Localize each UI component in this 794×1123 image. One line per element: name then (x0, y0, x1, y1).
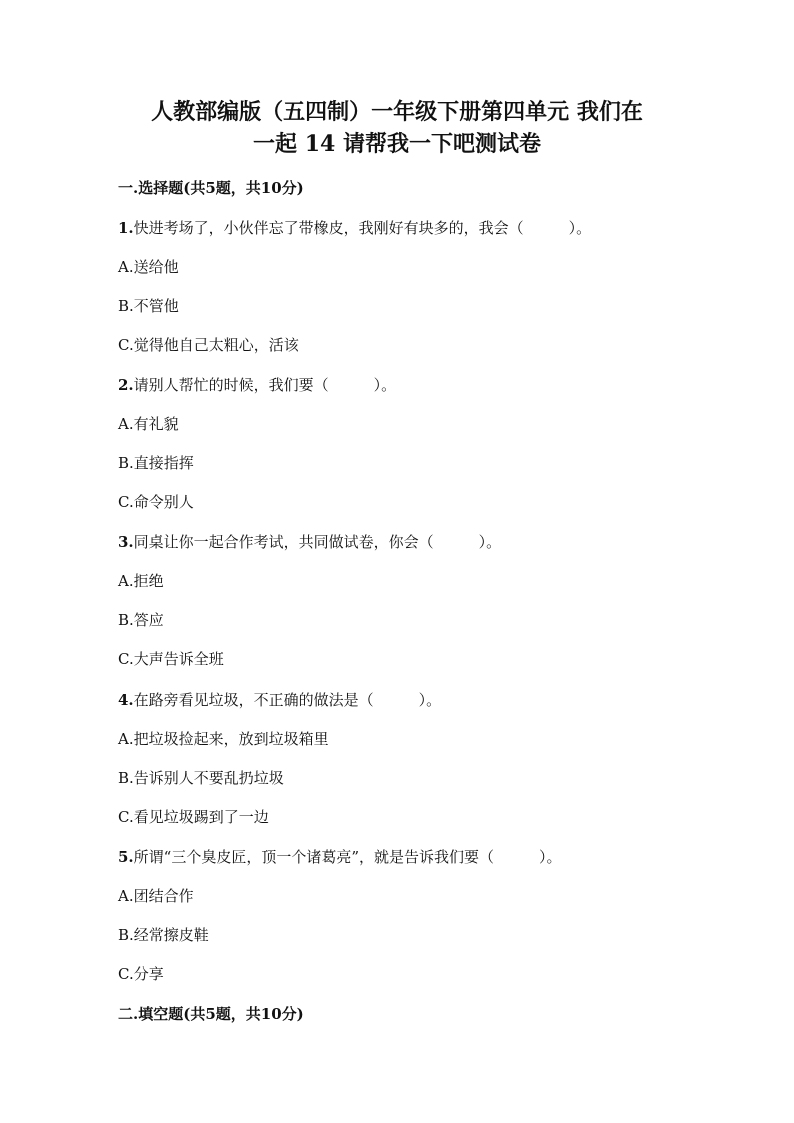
question-text: 同桌让你一起合作考试，共同做试卷，你会（ ）。 (133, 533, 502, 551)
question-3-option-a: A.拒绝 (118, 572, 164, 590)
question-1-option-a: A.送给他 (118, 258, 179, 276)
question-2-option-a: A.有礼貌 (118, 415, 179, 433)
question-text: 快进考场了，小伙伴忘了带橡皮，我刚好有块多的，我会（ ）。 (133, 219, 592, 237)
question-4-option-c: C.看见垃圾踢到了一边 (118, 808, 269, 826)
question-number: 5. (118, 848, 134, 866)
question-3-option-b: B.答应 (118, 611, 164, 629)
question-3 (118, 532, 501, 552)
exam-title-line-1: 人教部编版（五四制）一年级下册第四单元 我们在 (151, 99, 643, 125)
exam-title-line-2: 一起 14 请帮我一下吧测试卷 (253, 131, 541, 157)
question-number: 1. (118, 219, 134, 237)
question-5-option-b: B.经常擦皮鞋 (118, 926, 209, 944)
question-2-option-b: B.直接指挥 (118, 454, 194, 472)
question-number: 3. (118, 533, 134, 551)
question-1 (118, 218, 591, 238)
question-2 (118, 375, 396, 395)
question-2-option-c: C.命令别人 (118, 493, 194, 511)
section-heading-fill-in-blank: 二.填空题(共5题，共10分) (118, 1005, 304, 1023)
question-5-option-a: A.团结合作 (118, 887, 194, 905)
question-text: 在路旁看见垃圾，不正确的做法是（ ）。 (133, 691, 442, 709)
question-text: 所谓“三个臭皮匠，顶一个诸葛亮”，就是告诉我们要（ ）。 (133, 848, 562, 866)
question-4-option-a: A.把垃圾捡起来，放到垃圾箱里 (118, 730, 329, 748)
question-number: 4. (118, 691, 134, 709)
section-heading-multiple-choice: 一.选择题(共5题，共10分) (118, 179, 304, 197)
question-4-option-b: B.告诉别人不要乱扔垃圾 (118, 769, 284, 787)
question-4 (118, 690, 441, 710)
question-5 (118, 847, 562, 867)
question-3-option-c: C.大声告诉全班 (118, 650, 224, 668)
question-1-option-c: C.觉得他自己太粗心，活该 (118, 336, 299, 354)
question-1-option-b: B.不管他 (118, 297, 179, 315)
question-text: 请别人帮忙的时候，我们要（ ）。 (133, 376, 397, 394)
question-5-option-c: C.分享 (118, 965, 164, 983)
question-number: 2. (118, 376, 134, 394)
